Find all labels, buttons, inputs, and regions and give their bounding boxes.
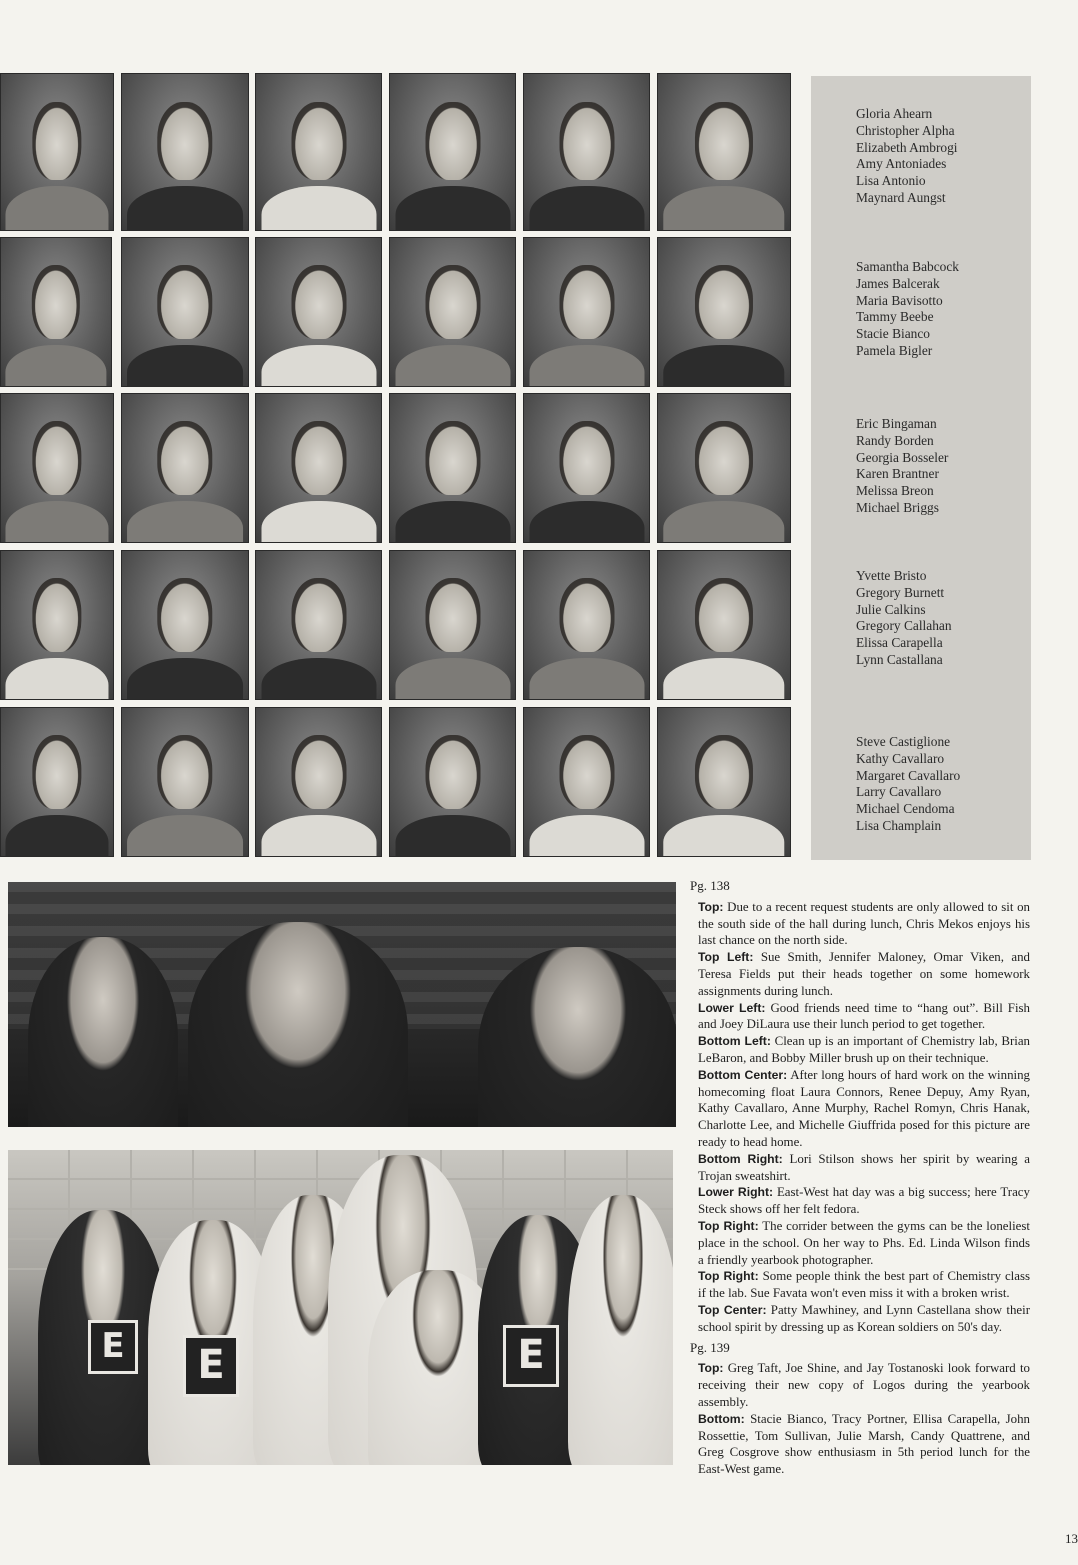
portrait-photo bbox=[121, 73, 249, 231]
portrait-photo bbox=[523, 73, 650, 231]
portrait-photo bbox=[0, 73, 114, 231]
caption-entry bbox=[698, 1411, 1030, 1478]
student-name: Randy Borden bbox=[856, 432, 934, 448]
caption-entry bbox=[698, 899, 1030, 949]
portrait-photo bbox=[0, 237, 112, 387]
portrait-photo bbox=[0, 393, 114, 543]
portrait-photo bbox=[255, 393, 382, 543]
name-group-row-5 bbox=[856, 734, 960, 835]
student-name: Stacie Bianco bbox=[856, 326, 930, 342]
caption-label: Top Right: bbox=[698, 1269, 759, 1284]
student-name: Pamela Bigler bbox=[856, 342, 933, 358]
student-name: Yvette Bristo bbox=[856, 568, 927, 583]
caption-label: Lower Right: bbox=[698, 1185, 774, 1200]
student-name: Christopher Alpha bbox=[856, 122, 955, 138]
student-name: Samantha Babcock bbox=[856, 259, 959, 274]
letter-e-emblem: E bbox=[183, 1335, 239, 1397]
student-name: Margaret Cavallaro bbox=[856, 767, 961, 783]
caption-label: Lower Left: bbox=[698, 1000, 766, 1015]
caption-entry bbox=[698, 1151, 1030, 1185]
portrait-photo bbox=[389, 73, 516, 231]
portrait-photo bbox=[121, 707, 249, 857]
letter-e-emblem: E bbox=[88, 1320, 138, 1374]
caption-entry bbox=[698, 1360, 1030, 1410]
name-group-row-1 bbox=[856, 106, 958, 207]
portrait-photo bbox=[255, 550, 382, 700]
caption-text: Sue Smith, Jennifer Maloney, Omar Viken, and Teresa Fields put their heads together on some homework assignments during lunch. bbox=[698, 950, 1030, 998]
portrait-photo bbox=[523, 550, 650, 700]
student-figure bbox=[28, 937, 178, 1127]
student-name: Gregory Burnett bbox=[856, 584, 945, 600]
name-group-row-4 bbox=[856, 568, 952, 669]
caption-entry bbox=[698, 1302, 1030, 1336]
student-name: Michael Briggs bbox=[856, 499, 939, 515]
student-name: Kathy Cavallaro bbox=[856, 750, 945, 766]
student-name: Gloria Ahearn bbox=[856, 106, 933, 121]
student-name: Gregory Callahan bbox=[856, 618, 952, 634]
caption-entry bbox=[698, 949, 1030, 999]
caption-label: Bottom Center: bbox=[698, 1067, 788, 1082]
portrait-photo bbox=[389, 550, 516, 700]
portrait-photo bbox=[523, 237, 650, 387]
portrait-photo bbox=[121, 550, 249, 700]
student-name: Georgia Bosseler bbox=[856, 449, 949, 465]
portrait-photo bbox=[523, 393, 650, 543]
student-name: Lynn Castallana bbox=[856, 651, 943, 667]
photo-captions bbox=[690, 878, 1030, 1478]
student-name: Michael Cendoma bbox=[856, 801, 955, 817]
portrait-photo bbox=[255, 707, 382, 857]
name-group-row-2 bbox=[856, 259, 959, 360]
portrait-photo bbox=[389, 707, 516, 857]
student-name: Steve Castiglione bbox=[856, 734, 951, 749]
caption-text: Lori Stilson shows her spirit by wearing a Trojan sweatshirt. bbox=[698, 1151, 1030, 1183]
student-name: Elissa Carapella bbox=[856, 635, 943, 651]
student-name: Tammy Beebe bbox=[856, 309, 934, 325]
portrait-photo bbox=[657, 237, 791, 387]
caption-label: Top Center: bbox=[698, 1302, 767, 1317]
caption-label: Bottom: bbox=[698, 1411, 745, 1426]
caption-text: Due to a recent request students are only allowed to sit on the south side of the hall during lunch, Chris Mekos enjoys his last chance on the north side. bbox=[698, 899, 1030, 948]
student-name: Elizabeth Ambrogi bbox=[856, 139, 958, 155]
caption-entry bbox=[698, 1033, 1030, 1067]
student-name: Melissa Breon bbox=[856, 483, 934, 499]
page-number: 13 bbox=[1065, 1531, 1078, 1546]
student-name: Maynard Aungst bbox=[856, 189, 946, 205]
caption-entry bbox=[698, 1218, 1030, 1268]
caption-text: Greg Taft, Joe Shine, and Jay Tostanoski look forward to receiving their new copy of Logos during the yearbook assembly. bbox=[698, 1361, 1030, 1409]
portrait-photo bbox=[121, 237, 249, 387]
portrait-photo bbox=[657, 707, 791, 857]
caption-text: East-West hat day was a big success; here Tracy Steck shows off her felt fedora. bbox=[698, 1185, 1030, 1217]
student-name: Eric Bingaman bbox=[856, 416, 937, 431]
caption-text: Stacie Bianco, Tracy Portner, Ellisa Carapella, John Rossettie, Tom Sullivan, Julie Marsh, Candy Quattrene, and Greg Cosgrove show enthusiasm in 5th period lunch for the East-West game. bbox=[698, 1411, 1030, 1477]
student-name: Karen Brantner bbox=[856, 466, 939, 482]
portrait-photo bbox=[0, 707, 114, 857]
caption-text: Clean up is an important of Chemistry lab, Brian LeBaron, and Bobby Miller brush up on their technique. bbox=[698, 1034, 1030, 1065]
page-label-138: Pg. 138 bbox=[690, 878, 730, 893]
student-name: Larry Cavallaro bbox=[856, 784, 942, 800]
caption-label: Top Right: bbox=[698, 1218, 759, 1233]
portrait-photo bbox=[657, 393, 791, 543]
caption-text: The corrider between the gyms can be the loneliest place in the school. On her way to Phs. Ed. Linda Wilson finds a friendly yearbook photographer. bbox=[698, 1218, 1030, 1267]
caption-entry bbox=[698, 1000, 1030, 1034]
page-label-139: Pg. 139 bbox=[690, 1339, 730, 1355]
portrait-photo bbox=[657, 550, 791, 700]
student-figure bbox=[568, 1195, 673, 1465]
caption-text: Some people think the best part of Chemistry class if the lab. Sue Favata won't even miss it with a broken wrist. bbox=[698, 1269, 1031, 1301]
caption-label: Bottom Left: bbox=[698, 1034, 771, 1049]
caption-entry bbox=[698, 1184, 1030, 1218]
letter-e-emblem: E bbox=[503, 1325, 559, 1387]
student-figure bbox=[478, 947, 676, 1127]
caption-label: Bottom Right: bbox=[698, 1151, 783, 1166]
student-name: Amy Antoniades bbox=[856, 156, 947, 172]
student-name: Julie Calkins bbox=[856, 601, 926, 617]
student-name: Maria Bavisotto bbox=[856, 292, 943, 308]
portrait-photo bbox=[389, 237, 516, 387]
student-name: Lisa Champlain bbox=[856, 817, 942, 833]
portrait-photo bbox=[121, 393, 249, 543]
portrait-photo bbox=[255, 73, 382, 231]
student-figure bbox=[188, 922, 408, 1127]
caption-text: Patty Mawhiney, and Lynn Castellana show their school spirit by dressing up as Korean soldiers on 50's day. bbox=[698, 1302, 1030, 1334]
student-name: James Balcerak bbox=[856, 275, 940, 291]
caption-entry bbox=[698, 1067, 1030, 1151]
names-panel bbox=[811, 76, 1031, 860]
group-photo bbox=[8, 1150, 673, 1465]
caption-label: Top: bbox=[698, 1361, 724, 1376]
portrait-photo bbox=[389, 393, 516, 543]
portrait-photo bbox=[657, 73, 791, 231]
student-name: Lisa Antonio bbox=[856, 173, 926, 189]
portrait-photo bbox=[0, 550, 114, 700]
caption-text: Good friends need time to “hang out”. Bill Fish and Joey DiLaura use their lunch period to get together. bbox=[698, 1000, 1030, 1032]
caption-entry bbox=[698, 1268, 1030, 1302]
auditorium-photo bbox=[8, 882, 676, 1127]
portrait-photo bbox=[255, 237, 382, 387]
caption-label: Top: bbox=[698, 899, 724, 914]
name-group-row-3 bbox=[856, 416, 948, 517]
caption-text: After long hours of hard work on the winning homecoming float Laura Connors, Renee Depuy, Amy Ryan, Kathy Cavallaro, Anne Murphy, Rachel Romyn, Chris Hanak, Charlotte Lee, and Michelle Giuffrida posed for this picture are ready to head home. bbox=[698, 1067, 1030, 1149]
caption-label: Top Left: bbox=[698, 950, 754, 965]
portrait-photo bbox=[523, 707, 650, 857]
